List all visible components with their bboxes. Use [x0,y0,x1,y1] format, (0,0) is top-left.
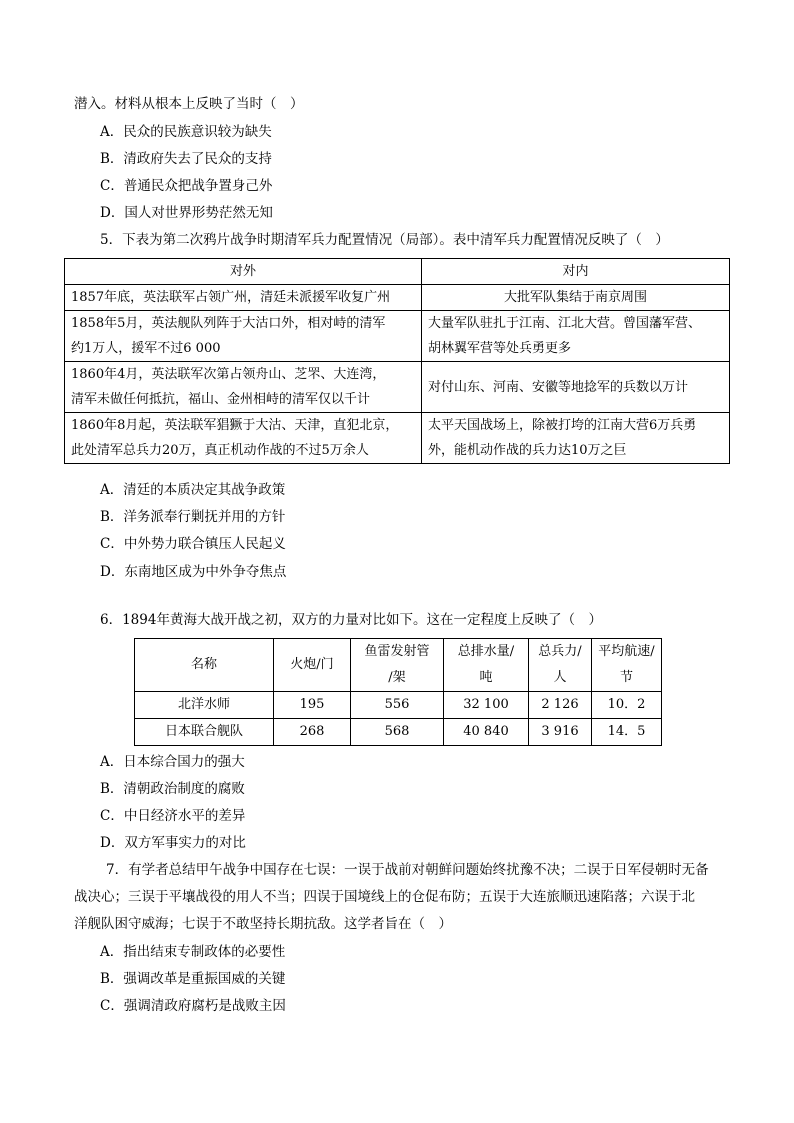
cell-line: 约1万人，援军不过6 000 [71,341,221,356]
q5-option-a: A．清廷的本质决定其战争政策 [100,482,286,498]
q6-table [134,638,662,746]
cell-line: 鱼雷发射管 [364,644,430,659]
table-row [65,311,730,362]
cell-line: /架 [388,670,406,685]
table-cell: 556 [351,692,444,719]
table-row [65,413,730,464]
table-header-cell: 名称 [135,639,274,692]
table-row [135,692,662,719]
cell-line: 人 [553,670,567,685]
cell-line: 此处清军总兵力20万，真正机动作战的不过5万余人 [71,443,369,458]
q6-option-a: A．日本综合国力的强大 [100,754,245,770]
table-cell: 568 [351,719,444,746]
table-cell [422,311,730,362]
q4-option-d: D．国人对世界形势茫然无知 [100,205,273,221]
q6-option-d: D．双方军事实力的对比 [100,835,246,851]
q5-stem: 5．下表为第二次鸦片战争时期清军兵力配置情况（局部）。表中清军兵力配置情况反映了（ ） [100,232,669,248]
q6-option-c: C．中日经济水平的差异 [100,808,246,824]
q7-option-b: B．强调改革是重振国威的关键 [100,971,286,987]
table-cell: 268 [274,719,351,746]
q4-option-a: A．民众的民族意识较为缺失 [100,124,272,140]
q6-option-b: B．清朝政治制度的腐败 [100,781,245,797]
table-header-cell [351,639,444,692]
table-row [65,285,730,311]
table-cell: 32 100 [444,692,529,719]
table-row [65,362,730,413]
q7-stem-line: 洋舰队困守威海；七误于不敢坚持长期抗敌。这学者旨在（ ） [74,916,452,932]
table-header-cell: 火炮/门 [274,639,351,692]
table-cell: 2 126 [529,692,592,719]
table-cell: 10．2 [592,692,662,719]
table-cell [65,362,422,413]
table-cell: 北洋水师 [135,692,274,719]
table-header-cell [444,639,529,692]
table-cell: 3 916 [529,719,592,746]
table-cell: 40 840 [444,719,529,746]
table-cell: 日本联合舰队 [135,719,274,746]
cell-line: 1860年4月，英法联军次第占领舟山、芝罘、大连湾， [71,367,386,382]
table-cell: 大批军队集结于南京周围 [422,285,730,311]
cell-line: 1860年8月起，英法联军猖獗于大沽、天津，直犯北京， [71,418,399,433]
q4-option-b: B．清政府失去了民众的支持 [100,151,272,167]
table-cell: 14．5 [592,719,662,746]
cell-line: 平均航速/ [598,644,655,659]
cell-line: 1858年5月，英法舰队列阵于大沽口外，相对峙的清军 [71,316,386,331]
table-header-cell [529,639,592,692]
cell-line: 节 [619,670,633,685]
cell-line: 总排水量/ [457,644,515,659]
table-header-row [135,639,662,692]
cell-line: 总兵力/ [538,644,582,659]
table-cell: 对付山东、河南、安徽等地捻军的兵数以万计 [422,362,730,413]
q5-option-b: B．洋务派奉行剿抚并用的方针 [100,509,286,525]
q5-option-c: C．中外势力联合镇压人民起义 [100,536,286,552]
cell-line: 外，能机动作战的兵力达10万之巨 [428,443,627,458]
cell-line: 太平天国战场上，除被打垮的江南大营6万兵勇 [428,418,697,433]
cell-line: 胡林翼军营等处兵勇更多 [428,341,572,356]
q7-stem-line: 7．有学者总结甲午战争中国存在七误：一误于战前对朝鲜问题始终扰豫不决；二误于日军侵朝时无备 [106,862,709,878]
table-cell [65,311,422,362]
cell-line: 吨 [479,670,493,685]
table-row [135,719,662,746]
q5-option-d: D．东南地区成为中外争夺焦点 [100,564,287,580]
table-header-cell: 对外 [65,259,422,285]
table-cell [65,413,422,464]
table-header-row [65,259,730,285]
q6-stem: 6．1894年黄海大战开战之初，双方的力量对比如下。这在一定程度上反映了（ ） [100,612,602,628]
table-header-cell [592,639,662,692]
table-header-cell: 对内 [422,259,730,285]
q7-option-a: A．指出结束专制政体的必要性 [100,944,286,960]
cell-line: 大量军队驻扎于江南、江北大营。曾国藩军营、 [428,316,702,331]
q5-table [64,258,730,464]
q7-stem-line: 战决心；三误于平壤战役的用人不当；四误于国境线上的仓促布防；五误于大连旅顺迅速陷落；六误于北 [74,889,695,905]
q7-option-c: C．强调清政府腐朽是战败主因 [100,998,286,1014]
table-cell: 195 [274,692,351,719]
q4-option-c: C．普通民众把战争置身己外 [100,178,273,194]
cell-line: 清军未做任何抵抗，福山、金州相峙的清军仅以千计 [71,392,371,407]
table-cell: 1857年底，英法联军占领广州，清廷未派援军收复广州 [65,285,422,311]
table-cell [422,413,730,464]
q4-stem-tail: 潜入。材料从根本上反映了当时（ ） [74,96,304,112]
